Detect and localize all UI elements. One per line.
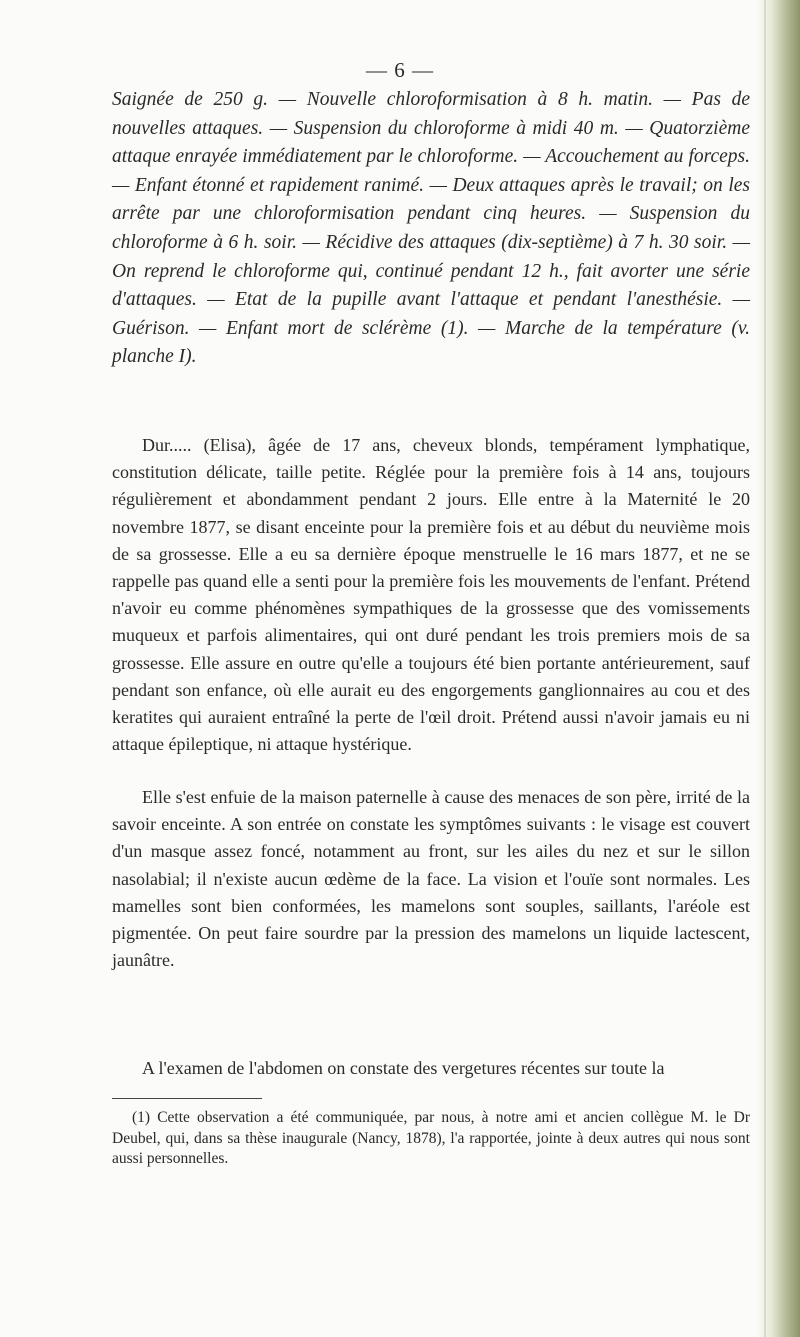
summary-paragraph: Saignée de 250 g. — Nouvelle chloroformisation à 8 h. matin. — Pas de nouvelles attaques. — Suspension du chloroforme à midi 40 m. — Quatorzième attaque enrayée immédiatement par le chloroforme. — Accouchement au forceps. — Enfant étonné et rapidement ranimé. — Deux attaques après le travail; on les arrête par une chloroformisation pendant cinq heures. — Suspension du chloroforme à 6 h. soir. — Récidive des attaques (dix-septième) à 7 h. 30 soir. — On reprend le chloroforme qui, continué pendant 12 h., fait avorter une série d'attaques. — Etat de la pupille avant l'attaque et pendant l'anesthésie. — Guérison. — Enfant mort de sclérème (1). — Marche de la température (v. planche I). xyxy=(112,89,750,368)
page-edge-binding xyxy=(756,0,800,1337)
footnote: (1) Cette observation a été communiquée, par nous, à notre ami et ancien collègue M. le Dr Deubel, qui, dans sa thèse inaugurale (Nancy, 1878), l'a rapportée, jointe à deux autres qui nous sont aussi personnelles. xyxy=(112,1109,750,1167)
footnote-divider xyxy=(112,1098,262,1099)
body-paragraph-patient-history: Dur..... (Elisa), âgée de 17 ans, cheveux blonds, tempérament lymphatique, constitution délicate, taille petite. Réglée pour la première fois à 14 ans, toujours régulièrement et abondamment pendant 2 jours. Elle entre à la Maternité le 20 novembre 1877, se disant enceinte pour la première fois et au début du neuvième mois de sa grossesse. Elle a eu sa dernière époque menstruelle le 16 mars 1877, et ne se rappelle pas quand elle a senti pour la première fois les mouvements de l'enfant. Prétend n'avoir eu comme phénomènes sympathiques de la grossesse que des vomissements muqueux et parfois alimentaires, qui ont duré pendant les trois premiers mois de sa grossesse. Elle assure en outre qu'elle a toujours été bien portante antérieurement, sauf pendant son enfance, où elle aurait eu des engorgements ganglionnaires au cou et des keratites qui auraient entraîné la perte de l'œil droit. Prétend aussi n'avoir jamais eu ni attaque épileptique, ni attaque hystérique. xyxy=(112,435,750,755)
body-paragraph-admission-findings: Elle s'est enfuie de la maison paternelle à cause des menaces de son père, irrité de la savoir enceinte. A son entrée on constate les symptômes suivants : le visage est couvert d'un masque assez foncé, notamment au front, sur les ailes du nez et sur le sillon nasolabial; il n'existe aucun œdème de la face. La vision et l'ouïe sont normales. Les mamelles sont bien conformées, les mamelons sont souples, saillants, l'aréole est pigmentée. On peut faire sourdre par la pression des mamelons un liquide lactescent, jaunâtre. xyxy=(112,787,750,971)
body-paragraph-abdomen-exam: A l'examen de l'abdomen on constate des vergetures récentes sur toute la xyxy=(142,1058,665,1078)
page-number: — 6 — xyxy=(366,58,434,82)
